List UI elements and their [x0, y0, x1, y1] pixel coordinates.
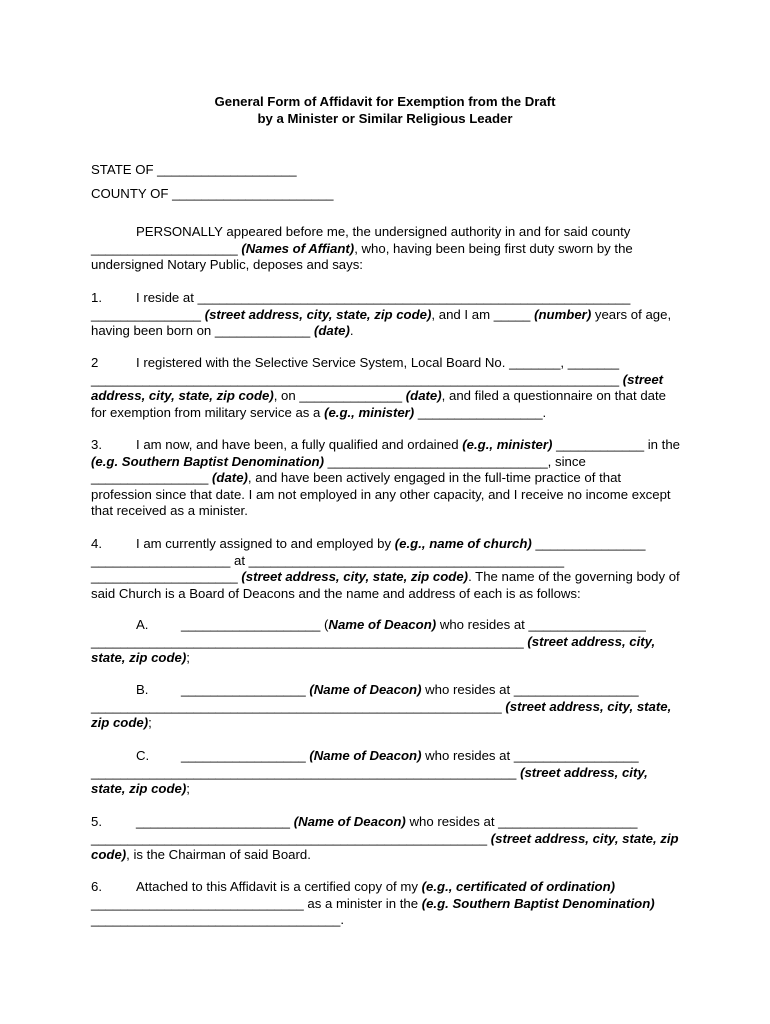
pb-bold-1: (Name of Deacon) [309, 682, 422, 697]
title-line-2: by a Minister or Similar Religious Leader [257, 111, 513, 126]
deacon-b [91, 682, 681, 732]
intro-names-of-affiant: (Names of Affiant) [241, 240, 355, 256]
p3-text-2: ____________ in the [552, 437, 681, 452]
pa-bold-1: Name of Deacon) [328, 617, 437, 632]
document-title [0, 93, 770, 127]
p5-bold-1: (Name of Deacon) [293, 814, 406, 829]
pb-text-2: who resides at _________________ ________________________________________________________ [91, 682, 639, 714]
p5-bold-2: (street address, city, state, zip code) [91, 830, 679, 862]
paragraph-number: 2 [91, 355, 99, 370]
title-line-1: General Form of Affidavit for Exemption from the Draft [214, 94, 556, 109]
deacon-c [91, 748, 681, 798]
p6-text-2: _____________________________ as a minister in the [91, 895, 422, 911]
pb-bold-2: (street address, city, state, zip code) [91, 698, 672, 730]
paragraph-6 [91, 879, 681, 929]
paragraph-number: 1. [91, 290, 102, 305]
p6-text-1: Attached to this Affidavit is a certified copy of my [136, 879, 422, 894]
paragraph-number: 6. [91, 879, 102, 894]
paragraph-number: 3. [91, 437, 102, 452]
pa-bold-2: (street address, city, state, zip code) [91, 633, 656, 665]
p1-bold-3: (date) [313, 323, 350, 338]
p3-text-3: ______________________________, since ________________ [91, 453, 586, 485]
p2-text-3: , and filed a questionnaire on that date for exemption from military service as a [91, 388, 667, 420]
p5-text-3: , is the Chairman of said Board. [126, 847, 311, 862]
p5-text-2: who resides at ___________________ ______________________________________________________ [91, 814, 638, 846]
item-label: A. [136, 617, 149, 632]
paragraph-1 [91, 290, 681, 340]
p6-text-3: __________________________________. [91, 912, 345, 927]
intro-text-a: PERSONALLY appeared before me, the undersigned authority in and for said county ____________________ [91, 224, 631, 256]
p5-text-1: _____________________ [136, 814, 294, 829]
p2-text-2: , on ______________ [273, 388, 406, 403]
p4-text-1: I am currently assigned to and employed by [136, 536, 395, 551]
p2-bold-1: (street address, city, state, zip code) [91, 371, 664, 403]
p3-text-4: , and have been actively engaged in the full-time practice of that profession since that date. I am not employed in any other capacity, and I receive no income except that received as a minister. [91, 470, 671, 518]
paragraph-3 [91, 437, 681, 520]
p4-bold-1: (e.g., name of church) [394, 536, 532, 551]
p2-bold-3: (e.g., minister) [324, 404, 415, 420]
pa-text-2: who resides at ________________ ___________________________________________________________ [91, 617, 646, 649]
p3-text-1: I am now, and have been, a fully qualified and ordained [136, 437, 463, 452]
p3-bold-1: (e.g., minister) [462, 437, 553, 452]
deacon-a [91, 617, 681, 667]
pc-text-2: who resides at _________________ __________________________________________________________ [91, 748, 639, 780]
p3-bold-2: (e.g. Southern Baptist Denomination) [91, 453, 324, 469]
pa-text-3: ; [186, 650, 190, 665]
p6-bold-1: (e.g., certificated of ordination) [421, 879, 616, 894]
paragraph-5 [91, 814, 681, 864]
venue-block [91, 158, 681, 206]
paragraph-number: 4. [91, 536, 102, 551]
p1-bold-1: (street address, city, state, zip code) [204, 306, 432, 322]
item-label: C. [136, 748, 150, 763]
p1-text-2: , and I am _____ [431, 306, 535, 322]
p1-text-4: . [349, 323, 354, 338]
paragraph-4 [91, 536, 681, 602]
pc-bold-1: (Name of Deacon) [309, 748, 422, 763]
pa-text-1: ___________________ ( [181, 617, 329, 632]
item-label: B. [136, 682, 149, 697]
p4-text-3: . The name of the governing body of said Church is a Board of Deacons and the name and address of each is as follows: [91, 569, 680, 601]
p3-bold-3: (date) [212, 470, 248, 485]
p4-bold-2: (street address, city, state, zip code) [241, 569, 469, 584]
state-line: STATE OF ___________________ [91, 162, 297, 177]
intro-paragraph [91, 224, 681, 274]
p2-text-1: I registered with the Selective Service System, Local Board No. _______, _______ ________________________________________________________________________ [91, 355, 623, 387]
paragraph-2 [91, 355, 681, 421]
pc-bold-2: (street address, city, state, zip code) [91, 764, 648, 796]
pb-text-3: ; [148, 715, 152, 730]
p1-bold-2: (number) [534, 306, 592, 322]
p1-text-3: years of age, having been born on _____________ [91, 306, 672, 338]
p6-bold-2: (e.g. Southern Baptist Denomination) [421, 895, 655, 911]
p1-text-1: I reside at ___________________________________________________________ _______________ [91, 290, 631, 322]
paragraph-number: 5. [91, 814, 102, 829]
p4-text-2: _______________ ___________________ at ___________________________________________ ____________________ [91, 536, 646, 584]
p2-bold-2: (date) [405, 388, 442, 403]
pb-text-1: _________________ [181, 682, 310, 697]
pc-text-3: ; [186, 781, 190, 796]
pc-text-1: _________________ [181, 748, 310, 763]
intro-text-c: , who, having been being first duty sworn by the undersigned Notary Public, deposes and says: [91, 240, 633, 272]
p2-text-4: _________________. [414, 404, 547, 420]
county-line: COUNTY OF ______________________ [91, 186, 334, 201]
